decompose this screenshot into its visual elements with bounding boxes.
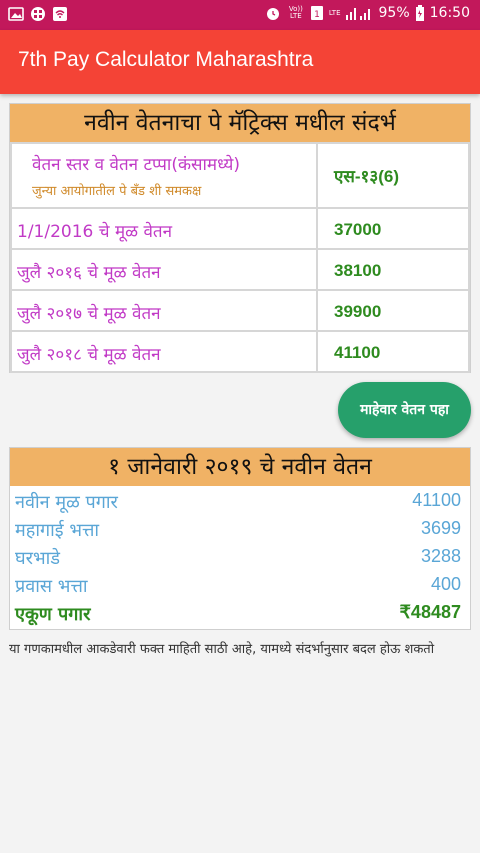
salary-value: 3699 [420, 518, 461, 538]
row-label-cell [10, 330, 318, 373]
battery-icon [415, 5, 425, 21]
sim-icon [310, 5, 324, 21]
salary-row [10, 544, 470, 572]
row-label: 1/1/2016 चे मूळ वेतन [17, 222, 173, 242]
salary-value: 41100 [412, 490, 461, 510]
row-label: जुलै २०१७ चे मूळ वेतन [17, 304, 161, 324]
salary-row [10, 488, 470, 516]
table-row [10, 330, 470, 373]
pay-matrix-title: नवीन वेतनाचा पे मॅट्रिक्स मधील संदर्भ [10, 104, 470, 142]
pay-level-row [10, 142, 470, 209]
new-salary-card [9, 447, 471, 630]
row-value-cell [316, 289, 470, 332]
row-value: 41100 [334, 343, 381, 362]
salary-value: 400 [430, 574, 461, 594]
status-bar [0, 0, 480, 30]
signal-icon [346, 5, 374, 21]
row-value: 39900 [334, 302, 382, 321]
salary-label: नवीन मूळ पगार [15, 492, 118, 513]
new-salary-title: १ जानेवारी २०१९ चे नवीन वेतन [10, 448, 470, 486]
pay-level-value-cell [316, 142, 470, 209]
pay-level-label: वेतन स्तर व वेतन टप्पा(कंसामध्ये) [32, 155, 240, 175]
salary-label: प्रवास भत्ता [15, 576, 88, 597]
battery-percent: 95% [378, 5, 410, 21]
row-value-cell [316, 330, 470, 373]
app-grid-icon [30, 6, 46, 22]
row-value-cell [316, 207, 470, 250]
row-label-cell [10, 289, 318, 332]
pay-level-label-cell [10, 142, 318, 209]
disclaimer-text: या गणकामधील आकडेवारी फक्त माहिती साठी आहे, यामध्ये संदर्भानुसार बदल होऊ शकतो [9, 642, 435, 657]
total-salary-value: ₹48487 [399, 602, 461, 622]
clock: 16:50 [429, 5, 470, 21]
total-salary-row [10, 600, 470, 628]
row-label-cell [10, 248, 318, 291]
pay-level-sublabel: जुन्या आयोगातील पे बँड शी समकक्ष [32, 184, 202, 199]
salary-value: 3288 [420, 546, 461, 566]
wifi-icon [52, 6, 68, 22]
total-salary-label: एकूण पगार [15, 604, 91, 625]
row-label: जुलै २०१८ चे मूळ वेतन [17, 345, 161, 365]
salary-row [10, 516, 470, 544]
row-label: जुलै २०१६ चे मूळ वेतन [17, 263, 161, 283]
row-value: 38100 [334, 261, 382, 280]
app-title: 7th Pay Calculator Maharashtra [18, 48, 314, 71]
row-value-cell [316, 248, 470, 291]
pay-matrix-card [9, 103, 471, 373]
table-row [10, 289, 470, 332]
table-row [10, 207, 470, 250]
alarm-icon [264, 5, 282, 21]
volte-indicator: Vo)) LTE [288, 5, 303, 20]
row-value: 37000 [334, 220, 382, 239]
image-icon [8, 6, 24, 22]
salary-row [10, 572, 470, 600]
svg-text:1: 1 [314, 10, 320, 20]
salary-label: महागाई भत्ता [15, 520, 100, 541]
table-row [10, 248, 470, 291]
lte-indicator: LTE [328, 8, 341, 17]
app-bar [0, 30, 480, 94]
pay-level-value: एस-१३(6) [334, 167, 400, 186]
row-label-cell [10, 207, 318, 250]
monthly-salary-button[interactable]: माहेवार वेतन पहा [338, 382, 471, 438]
salary-label: घरभाडे [15, 548, 60, 569]
